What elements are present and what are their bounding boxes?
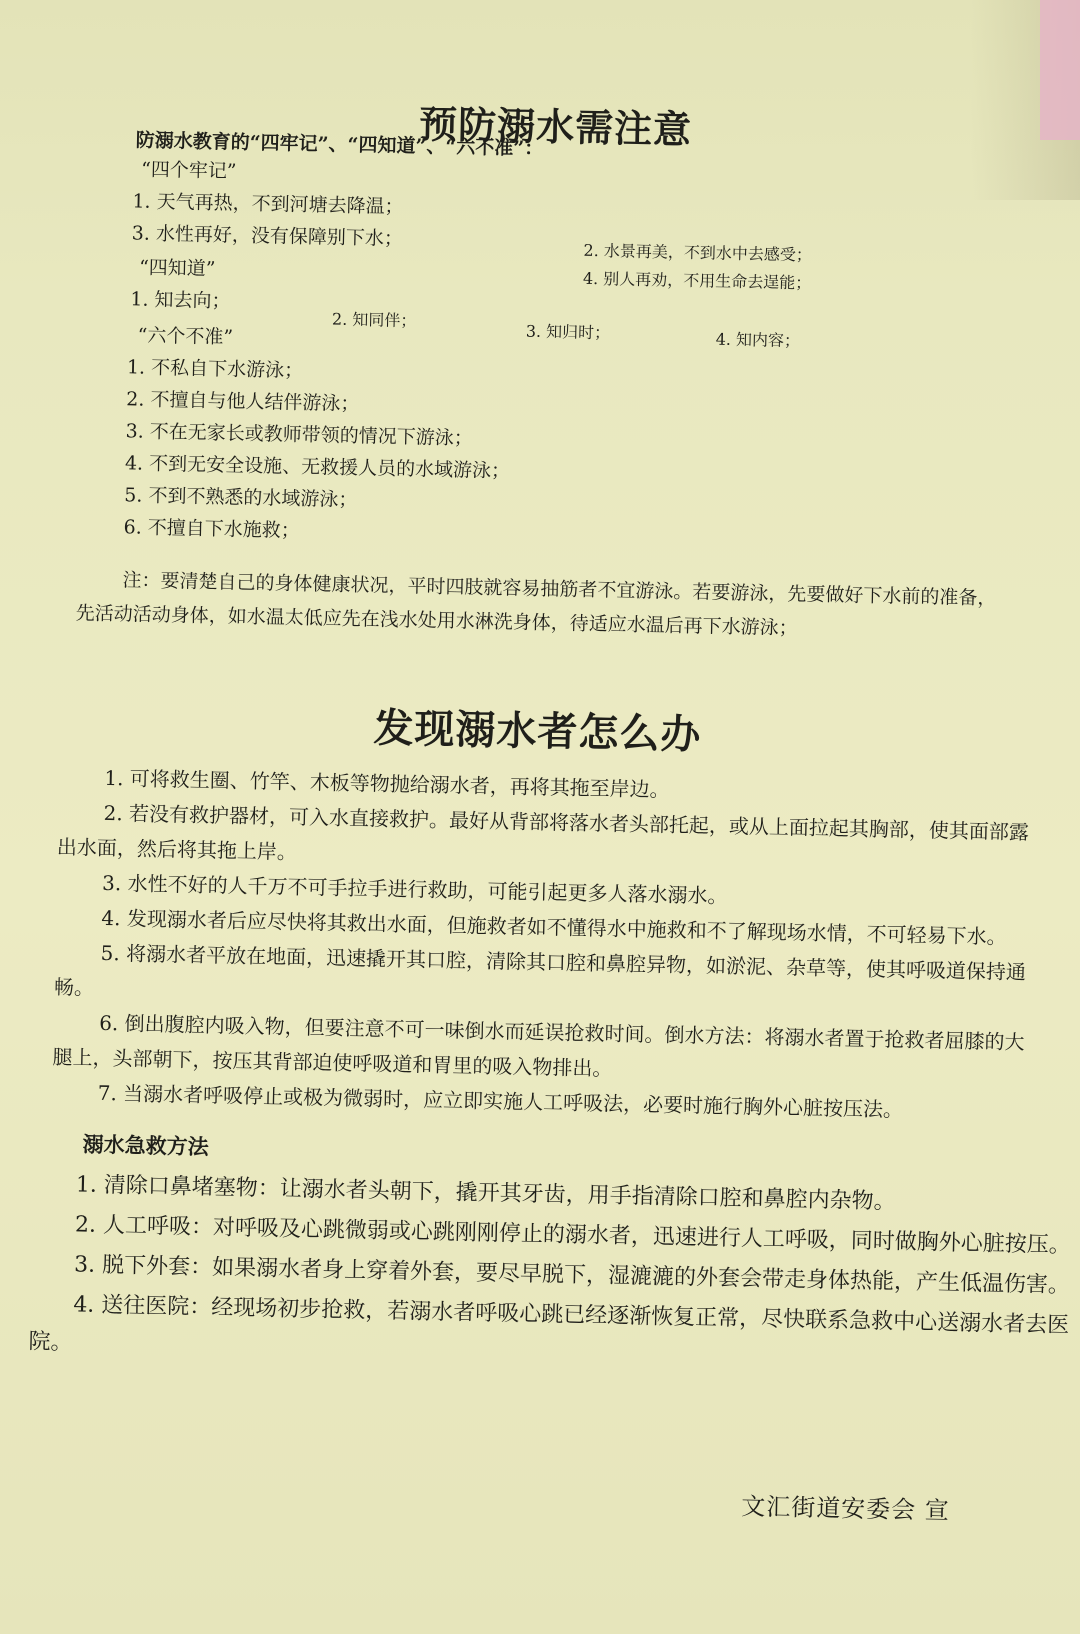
rescue-paragraph: 3. 水性不好的人千万不可手拉手进行救助，可能引起更多人落水溺水。 (101, 870, 728, 908)
six-not-item: 6. 不擅自下水施救； (123, 516, 300, 542)
rescue-title: 发现溺水者怎么办 (372, 704, 702, 759)
four-know-item-1: 1. 知去向； (130, 288, 231, 313)
six-not-item: 4. 不到无安全设施、无救援人员的水域游泳； (124, 452, 511, 483)
first-aid-paragraph: 4. 送往医院：经现场初步抢救，若溺水者呼吸心跳已经逐渐恢复正常，尽快联系急救中心送溺水者去医院。 (28, 1292, 1070, 1356)
document-subtitle: 防溺水教育的“四牢记”、“四知道”、“六不准”： (135, 129, 544, 160)
document-title: 预防溺水需注意 (418, 101, 693, 153)
six-not-item: 1. 不私自下水游泳； (126, 356, 304, 382)
four-know-heading: “四知道” (138, 256, 216, 281)
first-aid-paragraph: 2. 人工呼吸：对呼吸及心跳微弱或心跳刚刚停止的溺水者，迅速进行人工呼吸，同时做胸外心脏按压。 (74, 1212, 1072, 1259)
six-not-item: 2. 不擅自与他人结伴游泳； (126, 388, 360, 416)
rescue-paragraph: 4. 发现溺水者后应尽快将其救出水面，但施救者如不懂得水中施救和不了解现场水情，不可轻易下水。 (101, 905, 1007, 949)
rescue-paragraph: 2. 若没有救护器材，可入水直接救护。最好从背部将落水者头部托起，或从上面拉起其胸部，使其面部露出水面，然后将其拖上岸。 (56, 800, 1030, 864)
four-know-item-3: 3. 知归时； (525, 321, 611, 343)
four-remember-item-3: 3. 水性再好，没有保障别下水； (131, 222, 404, 251)
six-not-item: 3. 不在无家长或教师带领的情况下游泳； (125, 420, 473, 450)
issuer-signature: 文汇街道安委会 宣 (740, 1492, 951, 1525)
first-aid-paragraph: 3. 脱下外套：如果溺水者身上穿着外套，要尽早脱下，湿漉漉的外套会带走身体热能，产生低温伤害。 (73, 1252, 1071, 1299)
swimming-note: 注：要清楚自己的身体健康状况，平时四肢就容易抽筋者不宜游泳。若要游泳，先要做好下水前的准备，先活动活动身体，如水温太低应先在浅水处用水淋洗身体，待适应水温后再下水游泳； (75, 569, 997, 640)
rescue-paragraph: 1. 可将救生圈、竹竿、木板等物抛给溺水者，再将其拖至岸边。 (104, 765, 670, 802)
six-not-heading: “六个不准” (137, 324, 234, 349)
four-know-item-4: 4. 知内容； (715, 329, 801, 351)
first-aid-heading: 溺水急救方法 (82, 1131, 209, 1160)
four-remember-item-4: 4. 别人再劝，不用生命去逞能； (582, 268, 812, 293)
four-remember-heading: “四个牢记” (140, 158, 237, 183)
four-know-item-2: 2. 知同伴； (331, 309, 417, 331)
first-aid-list (28, 1165, 1072, 1385)
rescue-list (51, 760, 1048, 1131)
four-remember-item-2: 2. 水景再美，不到水中去感受； (583, 240, 813, 265)
rescue-paragraph: 5. 将溺水者平放在地面，迅速撬开其口腔，清除其口腔和鼻腔异物，如淤泥、杂草等，使其呼吸道保持通畅。 (53, 940, 1027, 1000)
rescue-paragraph: 7. 当溺水者呼吸停止或极为微弱时，应立即实施人工呼吸法，必要时施行胸外心脏按压法。 (97, 1080, 904, 1122)
four-remember-item-1: 1. 天气再热，不到河塘去降温； (132, 190, 404, 219)
rescue-paragraph: 6. 倒出腹腔内吸入物，但要注意不可一味倒水而延误抢救时间。倒水方法：将溺水者置于抢救者屈膝的大腿上，头部朝下，按压其背部迫使呼吸道和胃里的吸入物排出。 (52, 1010, 1025, 1081)
six-not-item: 5. 不到不熟悉的水域游泳； (124, 484, 358, 512)
first-aid-paragraph: 1. 清除口鼻堵塞物：让溺水者头朝下，撬开其牙齿，用手指清除口腔和鼻腔内杂物。 (75, 1172, 896, 1215)
